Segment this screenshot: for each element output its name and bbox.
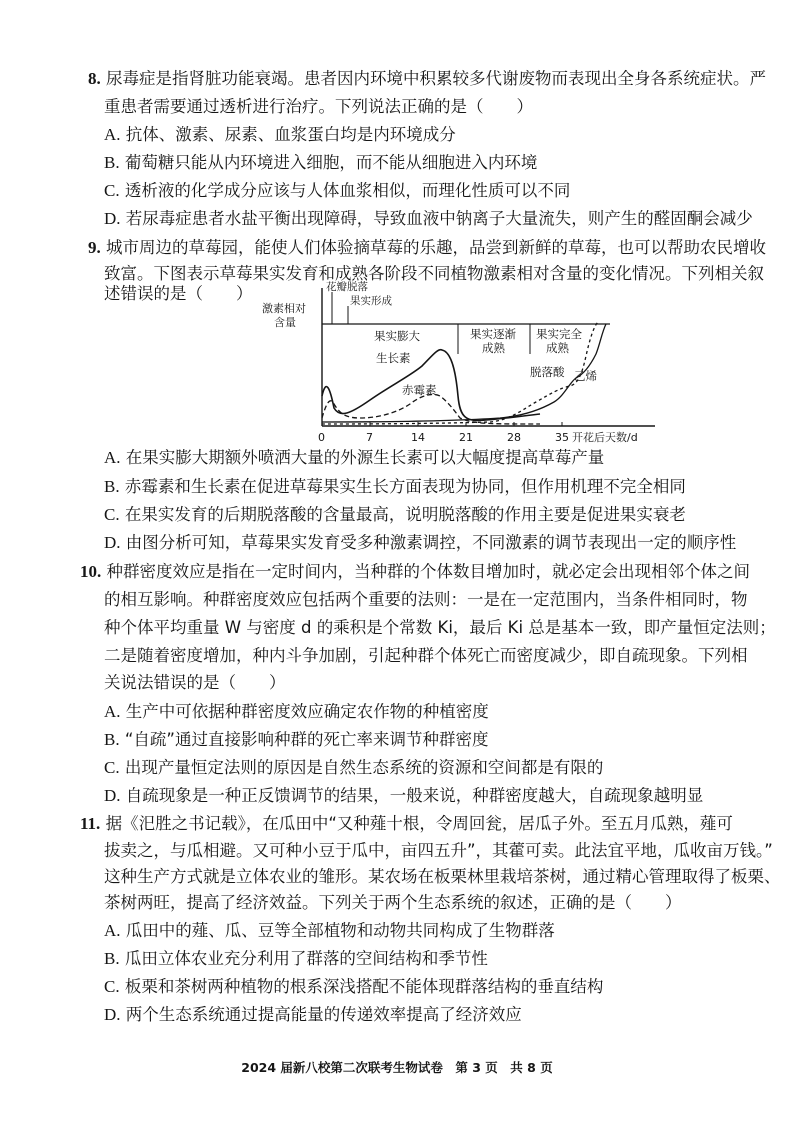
gibberellin-label: 赤霉素 — [402, 383, 437, 397]
question-11-stem-line-2: 拔卖之，与瓜相避。又可种小豆于瓜中，亩四五升”，其藿可卖。此法宜平地，瓜收亩万钱。” — [104, 841, 773, 860]
question-number: 8. — [88, 69, 101, 88]
stage-label: 果实完全 — [536, 327, 582, 341]
stage-label: 成熟 — [482, 341, 505, 355]
option-c: C. 出现产量恒定法则的原因是自然生态系统的资源和空间都是有限的 — [104, 758, 604, 777]
stage-label: 成熟 — [546, 341, 569, 355]
option-a: A. 抗体、激素、尿素、血浆蛋白均是内环境成分 — [104, 125, 456, 144]
ethylene-label: 乙烯 — [574, 369, 597, 383]
question-number: 11. — [80, 814, 101, 833]
stage-label: 果实逐渐 — [470, 327, 516, 341]
petal-drop-label: 花瓣脱落 — [326, 281, 368, 293]
y-axis-label: 激素相对 — [262, 302, 306, 315]
question-10-stem-line-2: 的相互影响。种群密度效应包括两个重要的法则：一是在一定范围内，当条件相同时，物 — [104, 590, 748, 609]
option-d: D. 两个生态系统通过提高能量的传递效率提高了经济效应 — [104, 1005, 522, 1024]
option-a: A. 生产中可依据种群密度效应确定农作物的种植密度 — [104, 702, 489, 721]
option-b: B. 葡萄糖只能从内环境进入细胞，而不能从细胞进入内环境 — [104, 153, 538, 172]
x-axis-label: 开花后天数/d — [572, 431, 638, 444]
question-10-stem-line-5: 关说法错误的是（ ） — [104, 673, 286, 692]
option-d: D. 若尿毒症患者水盐平衡出现障碍，导致血液中钠离子大量流失，则产生的醛固酮会减少 — [104, 209, 753, 228]
question-11-stem-line-4: 茶树两旺，提高了经济效益。下列关于两个生态系统的叙述，正确的是（ ） — [104, 893, 682, 912]
stage-label: 果实膨大 — [374, 329, 420, 343]
option-a: A. 瓜田中的薤、瓜、豆等全部植物和动物共同构成了生物群落 — [104, 921, 555, 940]
option-c: C. 板栗和茶树两种植物的根系深浅搭配不能体现群落结构的垂直结构 — [104, 977, 604, 996]
option-d: D. 由图分析可知，草莓果实发育受多种激素调控，不同激素的调节表现出一定的顺序性 — [104, 533, 737, 552]
question-11-stem-line-1: 11. 据《汜胜之书记载》，在瓜田中“又种薤十根，令周回瓮，居瓜子外。至五月瓜熟，薤可 — [80, 814, 733, 833]
page-footer: 2024 届新八校第二次联考生物试卷 第 3 页 共 8 页 — [241, 1060, 553, 1075]
question-8-stem-line-2: 重患者需要通过透析进行治疗。下列说法正确的是（ ） — [104, 97, 533, 116]
question-10-stem-line-4: 二是随着密度增加，种内斗争加剧，引起种群个体死亡而密度减少，即自疏现象。下列相 — [104, 646, 748, 665]
fruit-set-label: 果实形成 — [350, 295, 392, 307]
question-10-stem-line-1: 10. 种群密度效应是指在一定时间内，当种群的个体数目增加时，就必定会出现相邻个体之间 — [80, 562, 750, 581]
x-tick-label: 0 — [318, 431, 325, 444]
question-9-stem-line-1: 9. 城市周边的草莓园，能使人们体验摘草莓的乐趣，品尝到新鲜的草莓，也可以帮助农民增收 — [88, 238, 766, 257]
auxin-label: 生长素 — [376, 351, 411, 365]
option-d: D. 自疏现象是一种正反馈调节的结果，一般来说，种群密度越大，自疏现象越明显 — [104, 786, 704, 805]
question-number: 10. — [80, 562, 102, 581]
question-9-stem-line-3: 述错误的是（ ） — [104, 284, 253, 303]
option-a: A. 在果实膨大期额外喷洒大量的外源生长素可以大幅度提高草莓产量 — [104, 448, 605, 467]
question-number: 9. — [88, 238, 101, 257]
option-c: C. 透析液的化学成分应该与人体血浆相似，而理化性质可以不同 — [104, 181, 571, 200]
option-b: B. “自疏”通过直接影响种群的死亡率来调节种群密度 — [104, 730, 489, 749]
question-10-stem-line-3: 种个体平均重量 W 与密度 d 的乘积是个常数 Ki，最后 Ki 总是基本一致，即产量恒定法则； — [104, 618, 776, 637]
aba-label: 脱落酸 — [530, 365, 565, 379]
option-c: C. 在果实发育的后期脱落酸的含量最高，说明脱落酸的作用主要是促进果实衰老 — [104, 505, 686, 524]
option-b: B. 赤霉素和生长素在促进草莓果实生长方面表现为协同，但作用机理不完全相同 — [104, 477, 686, 496]
question-9-stem-line-2: 致富。下图表示草莓果实发育和成熟各阶段不同植物激素相对含量的变化情况。下列相关叙 — [104, 264, 764, 283]
question-8-stem-line-1: 8. 尿毒症是指肾脏功能衰竭。患者因内环境中积累较多代谢废物而表现出全身各系统症状。严 — [88, 69, 766, 88]
option-b: B. 瓜田立体农业充分利用了群落的空间结构和季节性 — [104, 949, 488, 968]
hormone-figure — [260, 278, 660, 448]
x-tick-label: 7 — [366, 431, 373, 444]
x-tick-label: 14 — [411, 431, 425, 444]
x-tick-label: 28 — [507, 431, 521, 444]
y-axis-label: 含量 — [274, 316, 296, 329]
x-tick-label: 21 — [459, 431, 473, 444]
question-11-stem-line-3: 这种生产方式就是立体农业的雏形。某农场在板栗林里栽培茶树，通过精心管理取得了板栗、 — [104, 867, 781, 886]
x-tick-label: 35 — [555, 431, 569, 444]
